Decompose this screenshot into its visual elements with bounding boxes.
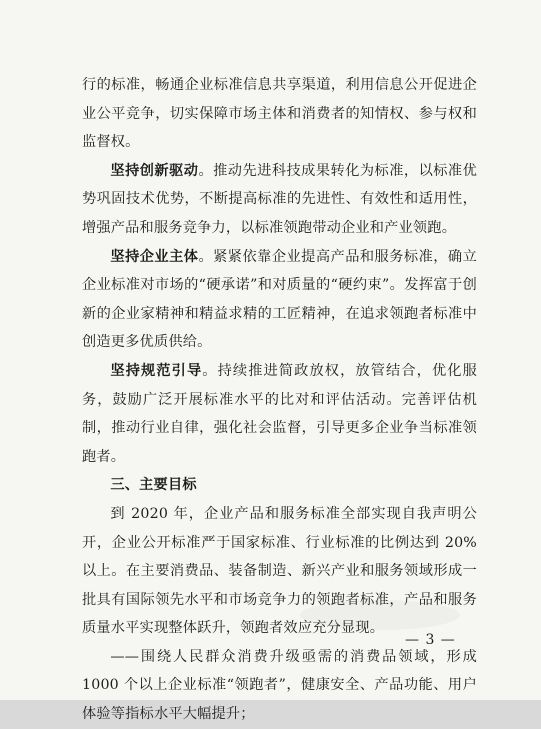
paragraph-text: 。推动先进科技成果转化为标准，以标准优势巩固技术优势，不断提高标准的先进性、有效性和适用性，增强产品和服务竞争力，以标准领跑带动企业和产业领跑。 bbox=[82, 162, 477, 236]
paragraph-text: 。紧紧依靠企业提高产品和服务标准，确立企业标准对市场的“硬承诺”和对质量的“硬约束”。发挥富于创新的企业家精神和精益求精的工匠精神，在追求领跑者标准中创造更多优质供给。 bbox=[82, 248, 477, 351]
paragraph-lead: 坚持规范引导 bbox=[110, 362, 203, 379]
document-body bbox=[82, 71, 477, 729]
paragraph-continuation: 行的标准，畅通企业标准信息共享渠道，利用信息公开促进企业公平竞争，切实保障市场主体和消费者的知情权、参与权和监督权。 bbox=[82, 77, 477, 151]
paragraph-innovation bbox=[82, 157, 477, 243]
paragraph-lead: 坚持创新驱动 bbox=[110, 162, 199, 179]
paragraph-lead: 坚持企业主体 bbox=[110, 248, 199, 265]
paragraph-text: 。持续推进简政放权，放管结合，优化服务，鼓励广泛开展标准水平的比对和评估活动。完善评估机制，推动行业自律，强化社会监督，引导更多企业争当标准领跑者。 bbox=[82, 362, 477, 465]
paragraph-guidance bbox=[82, 357, 477, 471]
section-heading: 三、主要目标 bbox=[110, 477, 197, 494]
paragraph-goals: 到 2020 年，企业产品和服务标准全部实现自我声明公开，企业公开标准严于国家标准、行业标准的比例达到 20%以上。在主要消费品、装备制造、新兴产业和服务领域形成一批具有国际领先水平和市场竞争力的领跑者标准，产品和服务质量水平实现整体跃升，领跑者效应充分显现。 bbox=[82, 505, 477, 637]
paragraph-enterprise bbox=[82, 243, 477, 357]
paragraph-consumer-goods: ——围绕人民群众消费升级亟需的消费品领域，形成 1000 个以上企业标准“领跑者”，健康安全、产品功能、用户体验等指标水平大幅提升； bbox=[82, 648, 477, 723]
page-number: — 3 — bbox=[405, 632, 456, 648]
